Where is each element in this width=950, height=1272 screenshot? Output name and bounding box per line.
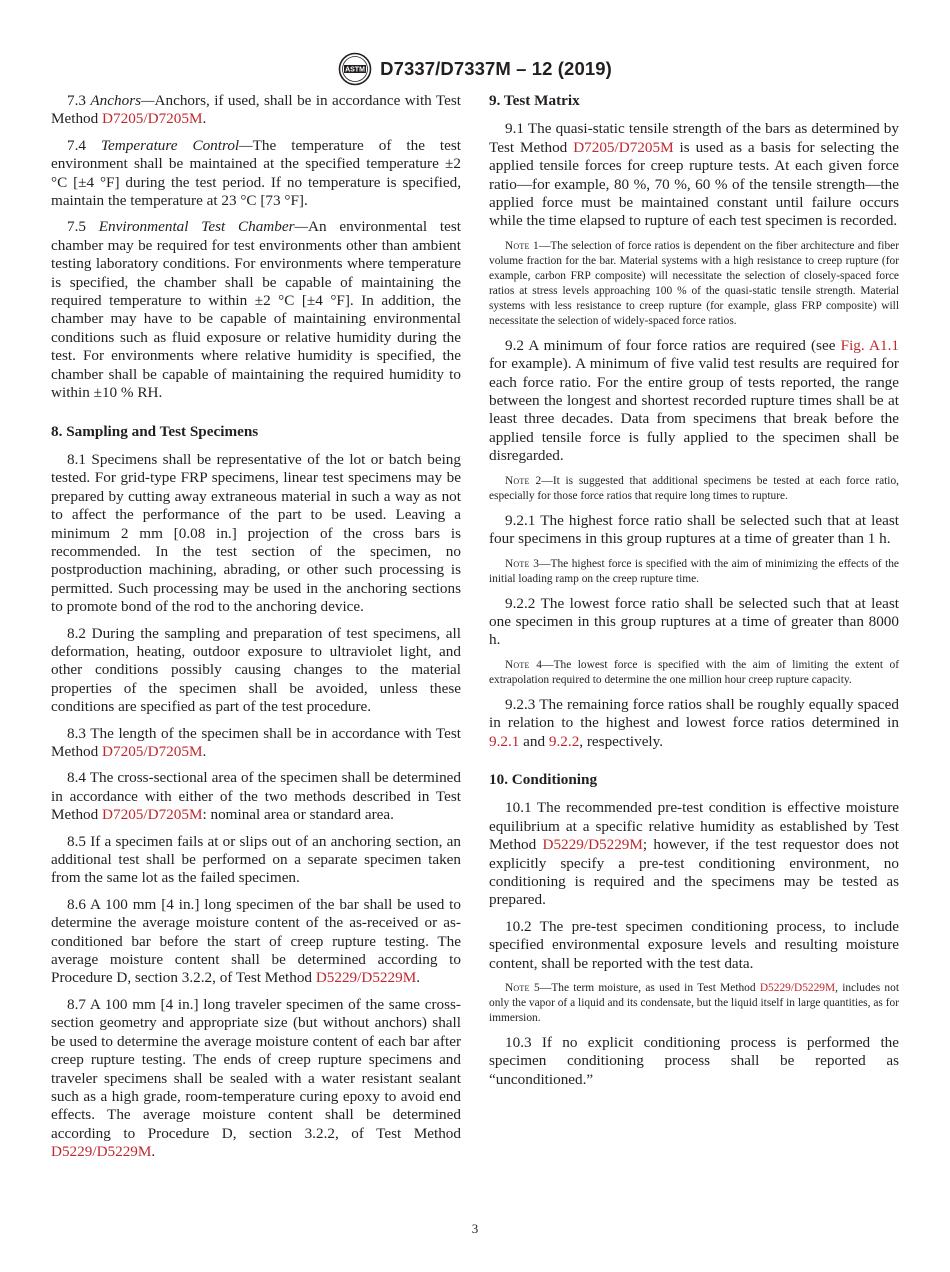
ref-link[interactable]: D5229/D5229M bbox=[51, 1143, 152, 1161]
section-9-2-3: 9.2.3 The remaining force ratios shall be roughly equally spaced in relation to the highest and lowest force ratios determined in 9.2.1 and 9.2.2, respectively. bbox=[489, 695, 899, 750]
page-number: 3 bbox=[471, 1221, 479, 1236]
ref-link[interactable]: 9.2.1 bbox=[489, 732, 520, 750]
astm-logo-icon bbox=[338, 52, 372, 86]
ref-link[interactable]: D5229/D5229M bbox=[542, 836, 643, 854]
section-10-3: 10.3 If no explicit conditioning process is performed the specimen conditioning process shall be reported as “unconditioned.” bbox=[489, 1034, 899, 1088]
section-8-5: 8.5 If a specimen fails at or slips out of an anchoring section, an additional test shall be performed on a separate specimen taken from the same lot as the failed specimen. bbox=[51, 832, 461, 887]
section-heading-8: 8. Sampling and Test Specimens bbox=[51, 422, 259, 440]
section-heading-10: 10. Conditioning bbox=[489, 770, 598, 788]
section-9-1: 9.1 The quasi-static tensile strength of the bars as determined by Test Method D7205/D7205M is used as a basis for selecting the applied tensile forces for creep rupture tests. At each given force ratio—for example, 80 %, 70 %, 60 % of the tensile strength—the applied force must be maintained constant until failure occurs while the time elapsed to rupture of each test specimen is recorded. bbox=[489, 120, 899, 230]
note-2: Note 2—It is suggested that additional specimens be tested at each force ratio, especially for those force ratios that require long times to rupture. bbox=[489, 474, 899, 502]
section-8-6: 8.6 A 100 mm [4 in.] long specimen of the bar shall be used to determine the average moisture content of the as-received or as-conditioned bar before the start of creep rupture testing. The average moisture content shall be determined according to Procedure D, section 3.2.2, of Test Method D5229/D5229M. bbox=[51, 895, 461, 987]
section-9-2: 9.2 A minimum of four force ratios are required (see Fig. A1.1 for example). A minimum of five valid test results are required for each force ratio. For the entire group of tests reported, the range between the longest and shortest recorded rupture times shall be at least three decades. Data from specimens that break before the applied tensile force is fully applied to the specimen shall be disregarded. bbox=[489, 336, 899, 465]
note-4: Note 4—The lowest force is specified with the aim of limiting the extent of extrapolation required to determine the one million hour creep rupture capacity. bbox=[489, 658, 899, 686]
section-9-2-1: 9.2.1 The highest force ratio shall be selected such that at least four specimens in this group ruptures at a time of greater than 1 h. bbox=[489, 511, 899, 548]
section-7-3: 7.3 Anchors—Anchors, if used, shall be in accordance with Test Method D7205/D7205M. bbox=[51, 92, 461, 128]
section-8-4: 8.4 The cross-sectional area of the specimen shall be determined in accordance with either of the two methods described in Test Method D7205/D7205M: nominal area or standard area. bbox=[51, 769, 461, 824]
section-7-4: 7.4 Temperature Control—The temperature of the test environment shall be maintained at the specified temperature ±2 °C [±4 °F] during the test period. If no temperature is specified, maintain the temperature at 23 °C [73 °F]. bbox=[51, 136, 461, 210]
logo-text: ASTM bbox=[345, 66, 366, 74]
ref-link[interactable]: D5229/D5229M bbox=[759, 982, 836, 994]
ref-link[interactable]: D5229/D5229M bbox=[315, 969, 417, 987]
section-9-2-2: 9.2.2 The lowest force ratio shall be selected such that at least one specimen in this group ruptures at a time of greater than 8000 h. bbox=[489, 594, 899, 649]
section-10-2: 10.2 The pre-test specimen conditioning process, to include specified environmental exposure levels and resulting moisture content, shall be reported with the test data. bbox=[489, 917, 899, 972]
ref-link[interactable]: D7205/D7205M bbox=[102, 806, 203, 824]
section-8-7: 8.7 A 100 mm [4 in.] long traveler specimen of the same cross-section geometry and appropriate size (but without anchors) shall be used to determine the average moisture content of each bar after creep rupture testing. The ends of creep rupture specimens and traveler specimens shall be sealed with a water resistant sealant such as a high grade, room-temperature curing epoxy to avoid end effects. The average moisture content shall be determined according to Procedure D, section 3.2.2, of Test Method D5229/D5229M. bbox=[51, 995, 461, 1161]
standard-designation: D7337/D7337M – 12 (2019) bbox=[380, 58, 612, 79]
note-1: Note 1—The selection of force ratios is dependent on the fiber architecture and fiber volume fraction for the bar. Material systems with a high resistance to creep rupture (for example, carbon FRP composite) will necessitate the selection of closely-spaced force ratios at stress levels approaching 100 % of the quasi-static tensile strength. Material systems with less resistance to creep rupture (for example, glass FRP composite) will necessitate the selection of widely-spaced force ratios. bbox=[489, 239, 899, 327]
ref-link[interactable]: Fig. A1.1 bbox=[840, 336, 899, 354]
ref-link[interactable]: D7205/D7205M bbox=[102, 743, 203, 760]
note-5: Note 5—The term moisture, as used in Test Method D5229/D5229M, includes not only the vapor of a liquid and its condensate, but the liquid itself in large quantities, as for immersion. bbox=[489, 982, 899, 1024]
section-7-5: 7.5 Environmental Test Chamber—An environmental test chamber may be required for test environments other than ambient testing laboratory conditions. For environments where temperature is specified, the chamber shall be capable of maintaining the required temperature to within ±2 °C [±4 °F]. In addition, the chamber may have to be capable of maintaining environmental conditions such as fluid exposure or relative humidity during the test. For environments where relative humidity is specified, the chamber shall be capable of maintaining the required humidity to within ±10 % RH. bbox=[51, 218, 461, 402]
ref-link[interactable]: 9.2.2 bbox=[548, 732, 580, 750]
section-8-2: 8.2 During the sampling and preparation of test specimens, all deformation, heating, outdoor exposure to ultraviolet light, and other conditions possibly causing changes to the material properties of the specimen shall be avoided, unless these conditions are specified as part of the test procedure. bbox=[51, 624, 461, 716]
page-header bbox=[0, 50, 950, 88]
left-column bbox=[51, 92, 461, 1170]
section-10-1: 10.1 The recommended pre-test condition is effective moisture equilibrium at a specific relative humidity as established by Test Method D5229/D5229M; however, if the test requestor does not explicitly specify a pre-test conditioning environment, no conditioning is required and the specimens may be tested as prepared. bbox=[489, 799, 900, 909]
ref-link[interactable]: D7205/D7205M bbox=[573, 138, 674, 156]
right-column bbox=[489, 92, 899, 1097]
section-8-1: 8.1 Specimens shall be representative of the lot or batch being tested. For grid-type FRP specimens, linear test specimens may be prepared by cutting away extraneous material in such a way as not to affect the performance of the part to be used. Leaving a minimum 2 mm [0.08 in.] projection of the cross bars is recommended. In the test section of the specimen, no postproduction machining, abrading, or other such processing is permitted. Such processing may be used in the anchoring sections to promote bond of the rod to the anchoring device. bbox=[51, 450, 461, 616]
note-3: Note 3—The highest force is specified with the aim of minimizing the effects of the initial loading ramp on the creep rupture time. bbox=[489, 557, 899, 585]
section-8-3: 8.3 The length of the specimen shall be in accordance with Test Method D7205/D7205M. bbox=[51, 724, 461, 760]
section-heading-9: 9. Test Matrix bbox=[489, 92, 580, 109]
ref-link[interactable]: D7205/D7205M bbox=[102, 110, 203, 128]
